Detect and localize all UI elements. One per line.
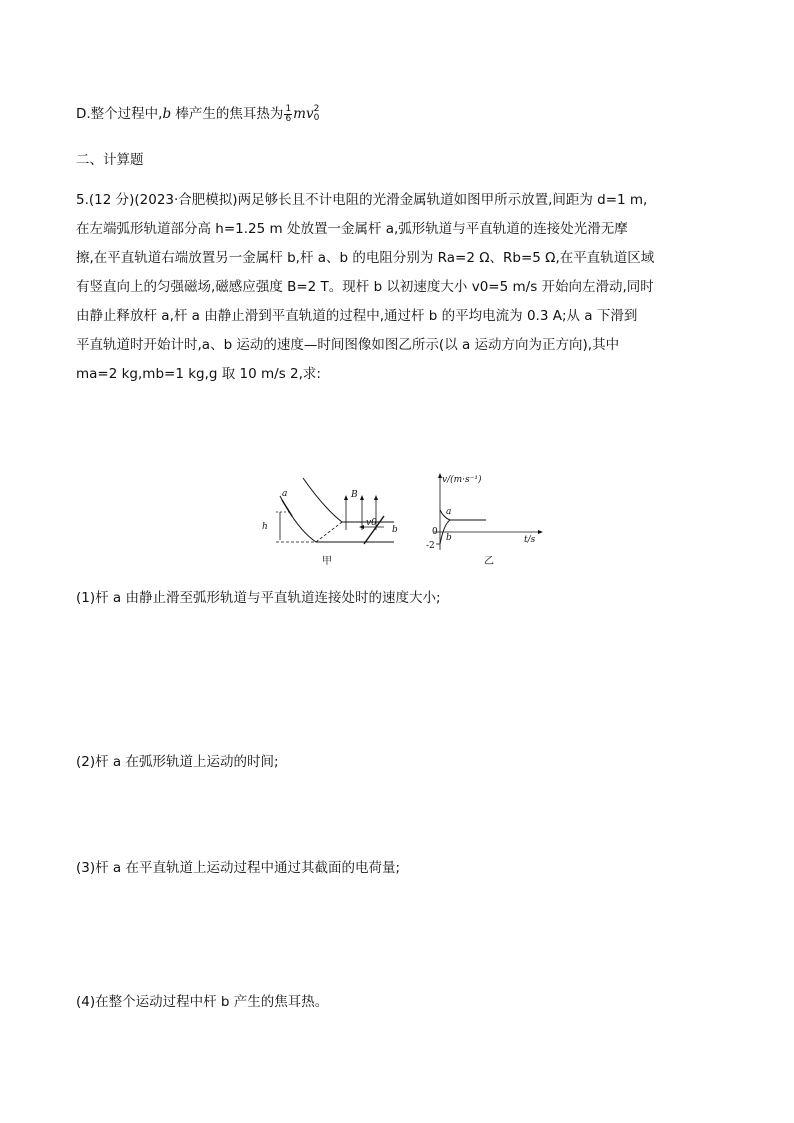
field-arrow-3 <box>374 495 378 500</box>
option-d-sub: 0 <box>313 113 320 123</box>
label-minus2: -2 <box>426 541 435 551</box>
label-zero: 0 <box>432 527 438 537</box>
problem-line-5: 由静止释放杆 a,杆 a 由静止滑到平直轨道的过程中,通过杆 b 的平均电流为 0.3 A;从 a 下滑到 <box>76 308 638 324</box>
rail-left-back <box>303 478 394 522</box>
v0-arrow-head <box>359 525 364 529</box>
x-axis-label: t/s <box>524 535 536 545</box>
figure-svg <box>258 470 548 570</box>
figure-jia <box>262 478 398 567</box>
label-a-left: a <box>282 489 288 499</box>
section-title: 二、计算题 <box>76 152 144 168</box>
option-d-b: b <box>162 106 172 122</box>
caption-jia: 甲 <box>322 556 332 567</box>
caption-yi: 乙 <box>484 556 494 567</box>
x-axis-arrow <box>538 530 543 534</box>
question-4: (4)在整个运动过程中杆 b 产生的焦耳热。 <box>76 994 329 1010</box>
field-arrow-1 <box>344 495 348 500</box>
fraction-numerator: 1 <box>285 103 292 114</box>
question-1: (1)杆 a 由静止滑至弧形轨道与平直轨道连接处时的速度大小; <box>76 590 441 606</box>
figure-yi <box>426 473 543 567</box>
question-2: (2)杆 a 在弧形轨道上运动的时间; <box>76 754 279 770</box>
option-d-tail: mv <box>293 106 314 122</box>
problem-line-1: 5.(12 分)(2023·合肥模拟)两足够长且不计电阻的光滑金属轨道如图甲所示放置,间距为 d=1 m, <box>76 192 648 208</box>
boundary-dashed <box>316 522 342 542</box>
option-d-sup: 2 <box>313 104 320 114</box>
problem-line-6: 平直轨道时开始计时,a、b 运动的速度—时间图像如图乙所示(以 a 运动方向为正方向),其中 <box>76 337 620 353</box>
y-axis-label: v/(m·s⁻¹) <box>442 475 482 485</box>
figure <box>258 470 548 570</box>
option-d <box>76 104 319 124</box>
rail-left-front <box>280 496 394 542</box>
field-arrow-2 <box>360 495 364 500</box>
rod-a <box>282 500 292 516</box>
label-b-right: b <box>446 533 452 543</box>
option-d-middle: 棒产生的焦耳热为 <box>171 106 284 122</box>
label-h: h <box>262 522 268 532</box>
label-B: B <box>351 490 358 500</box>
option-d-prefix: D.整个过程中, <box>76 106 163 122</box>
problem-line-4: 有竖直向上的匀强磁场,磁感应强度 B=2 T。现杆 b 以初速度大小 v0=5 m/s 开始向左滑动,同时 <box>76 279 654 295</box>
problem-line-7: ma=2 kg,mb=1 kg,g 取 10 m/s 2,求: <box>76 366 321 382</box>
label-b-left: b <box>392 525 398 535</box>
fraction-denominator: 6 <box>285 113 292 124</box>
label-v0: v0 <box>366 518 377 528</box>
problem-line-3: 擦,在平直轨道右端放置另一金属杆 b,杆 a、b 的电阻分别为 Ra=2 Ω、Rb=5 Ω,在平直轨道区域 <box>76 250 655 266</box>
problem-line-2: 在左端弧形轨道部分高 h=1.25 m 处放置一金属杆 a,弧形轨道与平直轨道的连接处光滑无摩 <box>76 221 628 237</box>
label-a-right: a <box>446 507 452 517</box>
question-3: (3)杆 a 在平直轨道上运动过程中通过其截面的电荷量; <box>76 860 401 876</box>
fraction <box>284 105 292 124</box>
